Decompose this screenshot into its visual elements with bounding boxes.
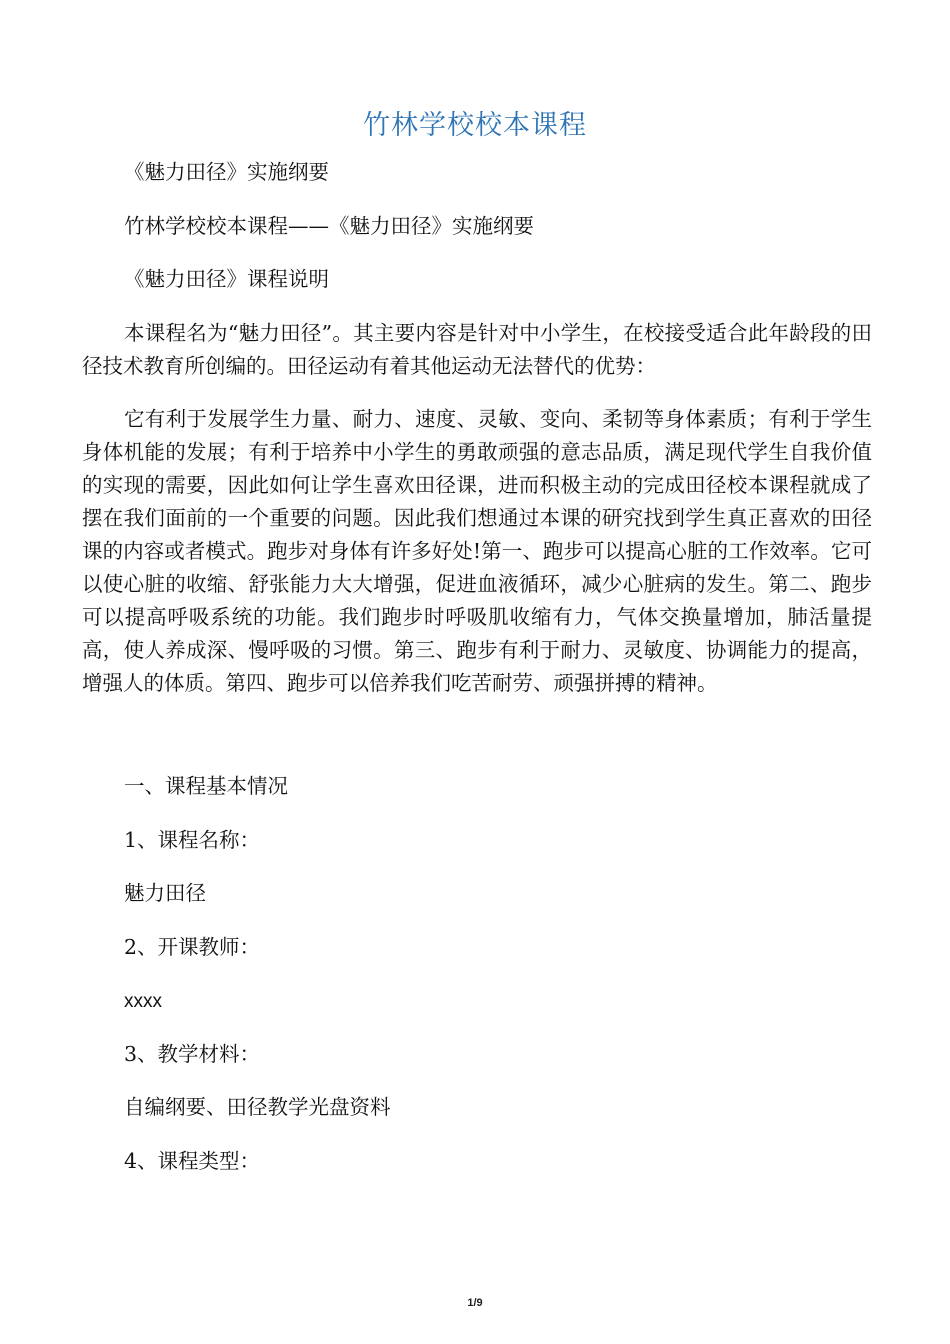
subtitle-course-description: 《魅力田径》课程说明 <box>124 267 329 291</box>
document-title: 竹林学校校本课程 <box>363 110 587 141</box>
subtitle-full-title: 竹林学校校本课程——《魅力田径》实施纲要 <box>124 214 534 238</box>
materials-label: 3、教学材料： <box>124 1042 261 1066</box>
teacher-value: xxxx <box>124 991 162 1012</box>
course-type-label: 4、课程类型： <box>124 1149 261 1173</box>
course-name-label: 1、课程名称： <box>124 828 261 852</box>
section-heading-basic-info: 一、课程基本情况 <box>124 774 288 798</box>
subtitle-outline: 《魅力田径》实施纲要 <box>124 160 329 184</box>
course-name-value: 魅力田径 <box>124 881 206 905</box>
page-number: 1/9 <box>467 1297 483 1309</box>
materials-value: 自编纲要、田径教学光盘资料 <box>124 1095 391 1119</box>
teacher-label: 2、开课教师： <box>124 935 261 959</box>
benefits-paragraph: 它有利于发展学生力量、耐力、速度、灵敏、变向、柔韧等身体素质；有利于学生身体机能的发展；有利于培养中小学生的勇敢顽强的意志品质，满足现代学生自我价值的实现的需要，因此如何让学生喜欢田径课，进而积极主动的完成田径校本课程就成了摆在我们面前的一个重要的问题。因此我们想通过本课的研究找到学生真正喜欢的田径课的内容或者模式。跑步对身体有许多好处!第一、跑步可以提高心脏的工作效率。它可以使心脏的收缩、舒张能力大大增强，促进血液循环，减少心脏病的发生。第二、跑步可以提高呼吸系统的功能。我们跑步时呼吸肌收缩有力，气体交换量增加，肺活量提高，使人养成深、慢呼吸的习惯。第三、跑步有利于耐力、灵敏度、协调能力的提高，增强人的体质。第四、跑步可以倍养我们吃苦耐劳、顽强拼搏的精神。 <box>82 407 872 695</box>
intro-paragraph: 本课程名为“魅力田径”。其主要内容是针对中小学生，在校接受适合此年龄段的田径技术教育所创编的。田径运动有着其他运动无法替代的优势： <box>82 321 872 378</box>
